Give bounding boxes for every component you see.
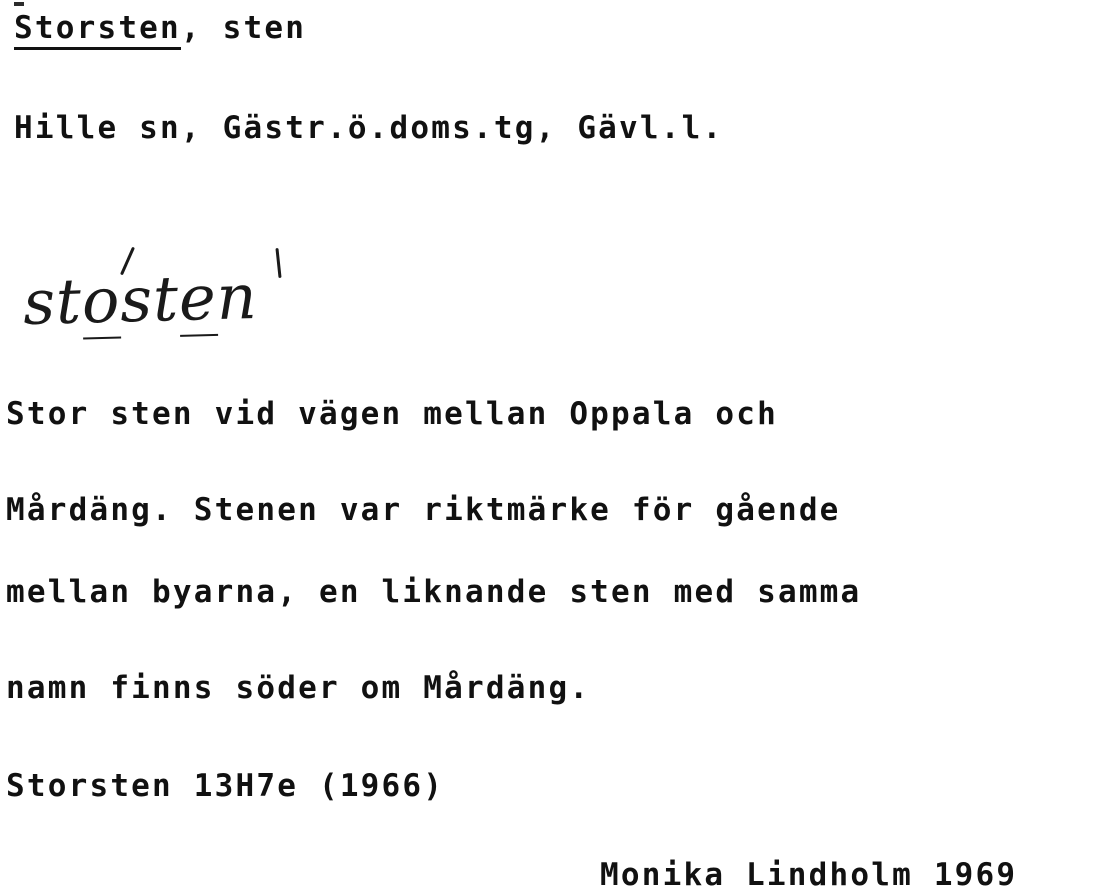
handwritten-pronunciation (22, 259, 259, 339)
headword-line (14, 10, 307, 46)
acute-accent-mark (275, 248, 281, 278)
location-line: Hille sn, Gästr.ö.doms.tg, Gävl.l. (14, 110, 724, 146)
hand-part-e: e (177, 260, 218, 335)
body-line-2: Mårdäng. Stenen var riktmärke för gående (6, 492, 841, 528)
hand-part-after: n (215, 259, 259, 334)
headword: Storsten (14, 10, 181, 50)
body-line-3: mellan byarna, en liknande sten med samma (6, 574, 862, 610)
body-line-1: Stor sten vid vägen mellan Oppala och (6, 396, 778, 432)
hand-part-before: st (22, 264, 83, 339)
headword-suffix: , sten (180, 10, 307, 46)
scan-speck (14, 2, 24, 6)
body-line-4: namn finns söder om Mårdäng. (6, 670, 591, 706)
reference-line: Storsten 13H7e (1966) (6, 768, 445, 804)
signature-line: Monika Lindholm 1969 (600, 857, 1018, 893)
hand-part-middle: st (119, 261, 180, 337)
hand-part-o: o (80, 263, 122, 338)
